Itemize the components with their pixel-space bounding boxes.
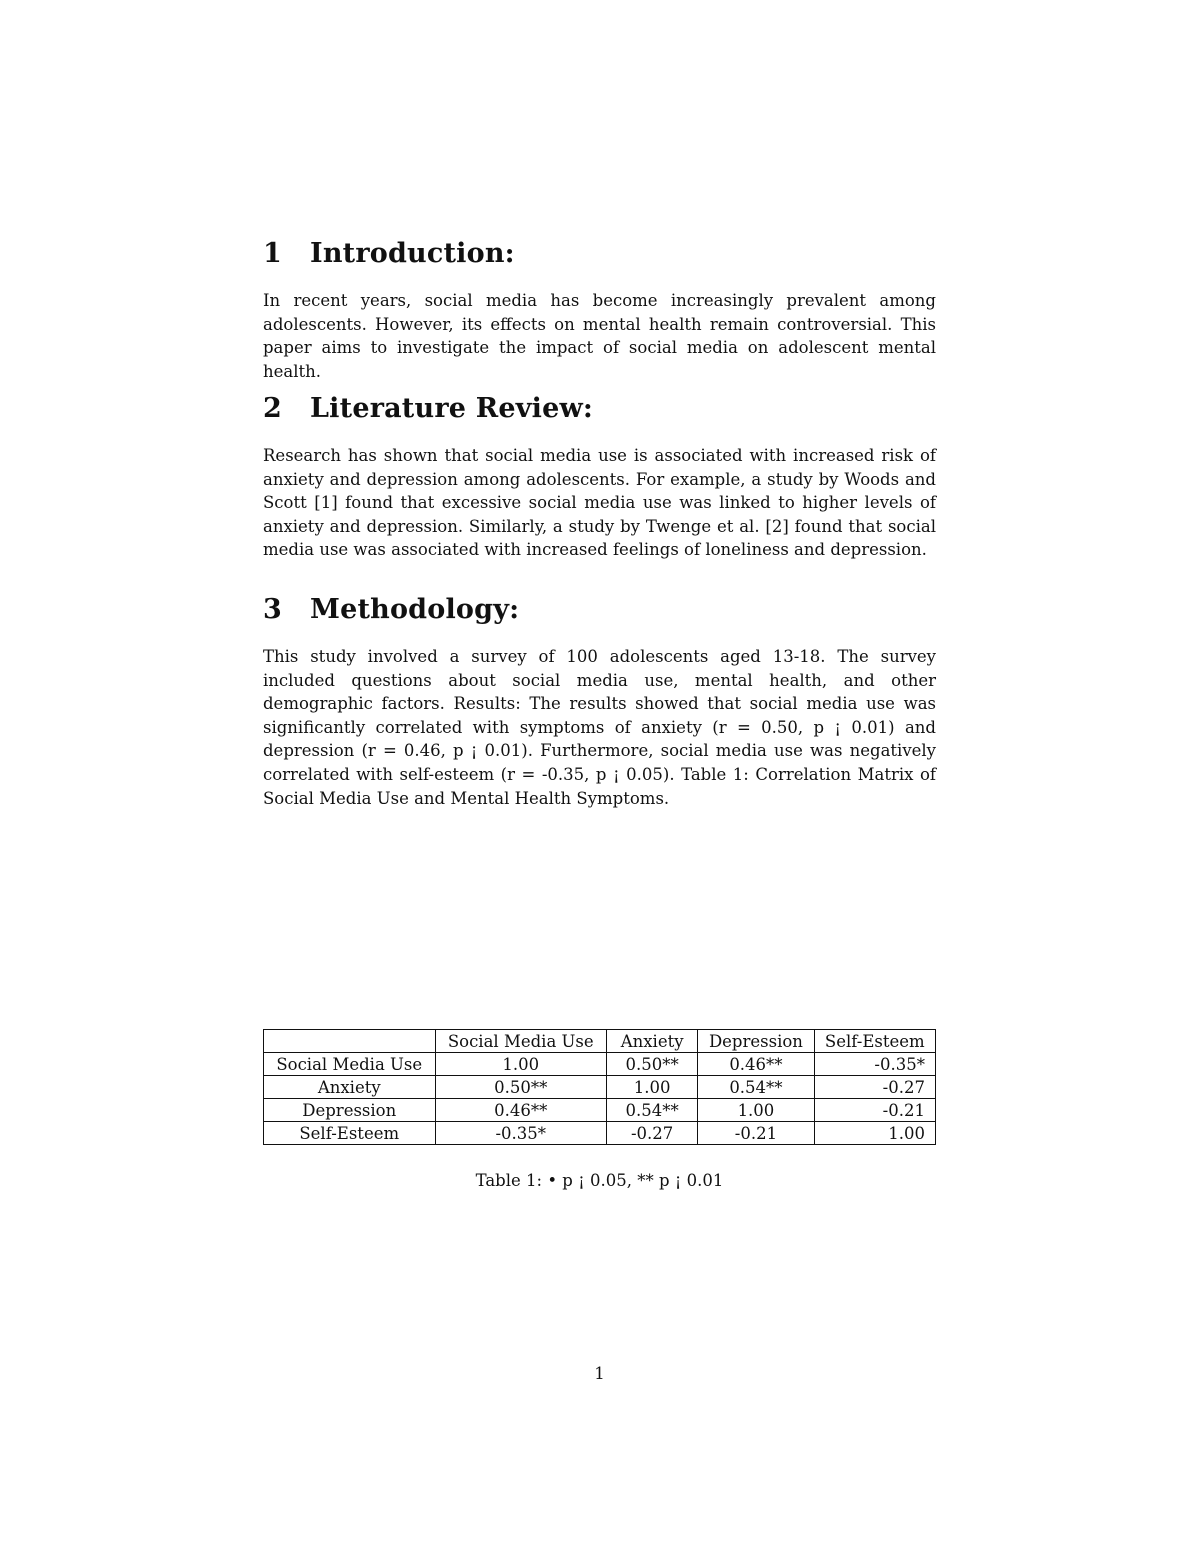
table-cell: -0.21	[814, 1099, 935, 1122]
section-title: Introduction:	[310, 238, 515, 269]
table-cell: -0.35*	[435, 1122, 607, 1145]
table-row-label: Anxiety	[264, 1076, 436, 1099]
table-cell: -0.27	[814, 1076, 935, 1099]
table-cell: -0.21	[698, 1122, 814, 1145]
section-number: 1	[263, 238, 282, 269]
methodology-paragraph: This study involved a survey of 100 adolescents aged 13-18. The survey included questions about social media use, mental health, and other demographic factors. Results: The results showed that social media use was significantly correlated with symptoms of anxiety (r = 0.50, p ¡ 0.01) and depression (r = 0.46, p ¡ 0.01). Furthermore, social media use was negatively correlated with self-esteem (r = -0.35, p ¡ 0.05). Table 1: Correlation Matrix of Social Media Use and Mental Health Symptoms.	[263, 647, 936, 808]
page-number: 1	[594, 1364, 605, 1383]
section-number: 3	[263, 594, 282, 625]
table-cell: 0.54**	[607, 1099, 698, 1122]
table-cell: 0.46**	[698, 1053, 814, 1076]
section-heading-methodology	[263, 594, 519, 625]
table-row-label: Self-Esteem	[264, 1122, 436, 1145]
literature-review-paragraph: Research has shown that social media use is associated with increased risk of anxiety and depression among adolescents. For example, a study by Woods and Scott [1] found that excessive social media use was linked to higher levels of anxiety and depression. Similarly, a study by Twenge et al. [2] found that social media use was associated with increased feelings of loneliness and depression.	[263, 446, 936, 560]
table-cell: 1.00	[698, 1099, 814, 1122]
correlation-matrix-table	[263, 1029, 936, 1145]
section-number: 2	[263, 393, 282, 424]
table-caption: Table 1: • p ¡ 0.05, ** p ¡ 0.01	[475, 1171, 724, 1190]
table-cell: -0.35*	[814, 1053, 935, 1076]
table-header-cell: Social Media Use	[435, 1030, 607, 1053]
table-cell: 1.00	[607, 1076, 698, 1099]
table-cell: 0.50**	[435, 1076, 607, 1099]
table-row-label: Social Media Use	[264, 1053, 436, 1076]
table-cell: 1.00	[435, 1053, 607, 1076]
table-row	[264, 1122, 936, 1145]
introduction-paragraph: In recent years, social media has become increasingly prevalent among adolescents. However, its effects on mental health remain controversial. This paper aims to investigate the impact of social media on adolescent mental health.	[263, 291, 936, 381]
table-cell: 0.50**	[607, 1053, 698, 1076]
table-cell: -0.27	[607, 1122, 698, 1145]
section-heading-literature-review	[263, 393, 593, 424]
table-row	[264, 1053, 936, 1076]
table-header-cell: Anxiety	[607, 1030, 698, 1053]
section-heading-introduction	[263, 238, 515, 269]
table-row	[264, 1076, 936, 1099]
table-header-cell: Depression	[698, 1030, 814, 1053]
section-title: Literature Review:	[310, 393, 594, 424]
table-row-label: Depression	[264, 1099, 436, 1122]
table-header-row	[264, 1030, 936, 1053]
table-header-cell: Self-Esteem	[814, 1030, 935, 1053]
table-cell: 0.54**	[698, 1076, 814, 1099]
table-cell: 1.00	[814, 1122, 935, 1145]
section-title: Methodology:	[310, 594, 520, 625]
table-header-cell	[264, 1030, 436, 1053]
table-cell: 0.46**	[435, 1099, 607, 1122]
table-row	[264, 1099, 936, 1122]
